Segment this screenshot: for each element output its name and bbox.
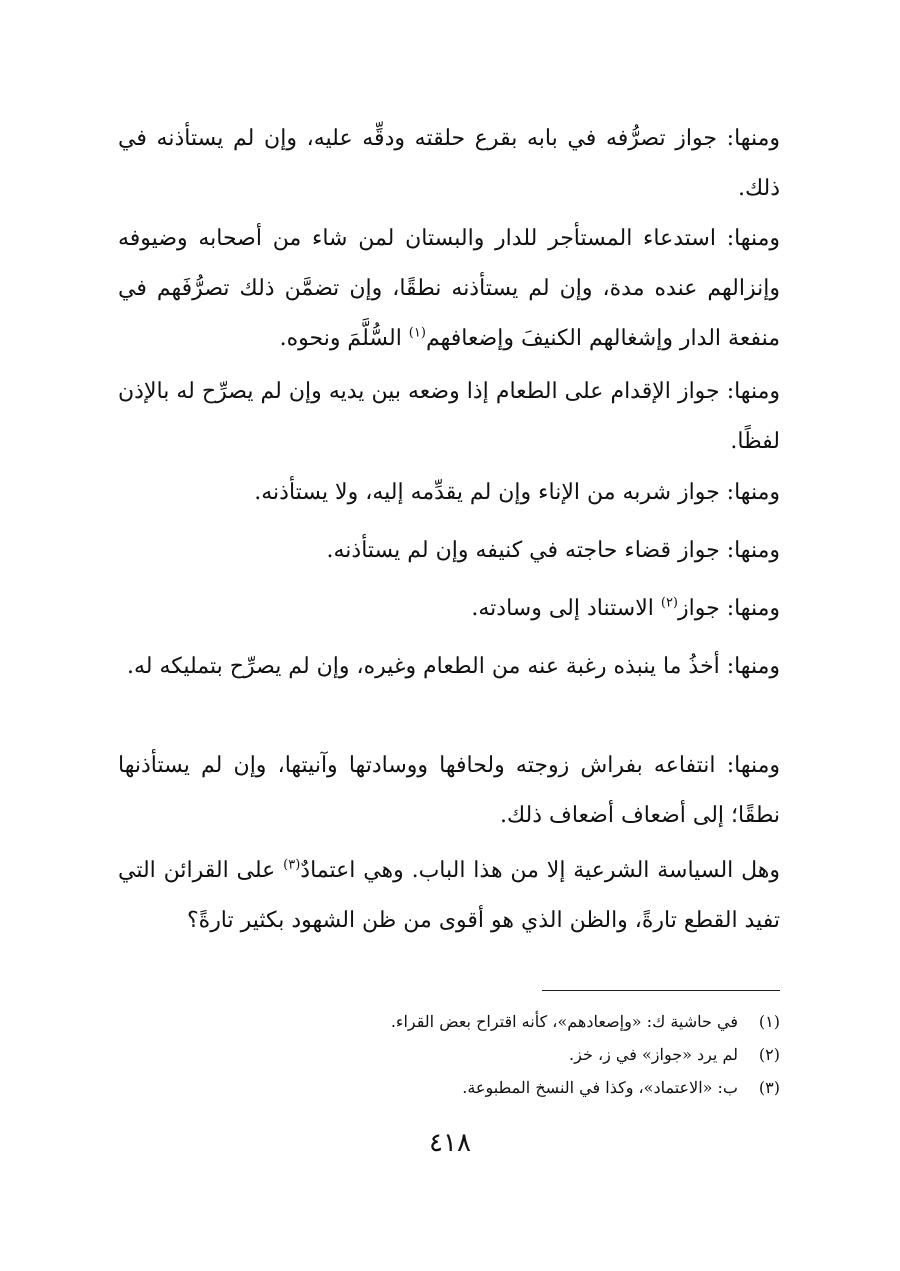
paragraph-9: وهل السياسة الشرعية إلا من هذا الباب. وهي اعتمادٌ$^{(٣)}$ على القرائن التي تفيد القطع تارةً، والظن الذي هو أقوى من ظن الشهود بكثير تارةً؟ <box>118 857 780 933</box>
paragraph-8: ومنها: انتفاعه بفراش زوجته ولحافها ووسادتها وآنيتها، وإن لم يستأذنها نطقًا؛ إلى أضعاف أضعاف ذلك. <box>118 753 781 828</box>
footnote-text: في حاشية ك: «وإصعادهم»، كأنه اقتراح بعض القراء. <box>390 1012 738 1031</box>
page-number: ٤١٨ <box>429 1128 471 1158</box>
paragraph-7: ومنها: أخذُ ما ينبذه رغبة عنه من الطعام وغيره، وإن لم يصرِّح بتمليكه له. <box>126 654 780 679</box>
paragraph-2: ومنها: استدعاء المستأجر للدار والبستان لمن شاء من أصحابه وضيوفه وإنزالهم عنده مدة، وإن لم يستأذنه نطقًا، وإن تضمَّن ذلك تصرُّفَهم في منفعة الدار وإشغالهم الكنيفَ وإضعافهم$^{(١)}$ السُّلَّمَ ونحوه. <box>118 226 780 351</box>
footnote-separator <box>542 990 780 991</box>
footnote-ref-2: (٢) <box>660 595 678 611</box>
footnote-ref-1: (١) <box>408 325 426 341</box>
footnote-number: (٢) <box>758 1045 780 1064</box>
paragraph-5: ومنها: جواز قضاء حاجته في كنيفه وإن لم يستأذنه. <box>326 538 780 563</box>
paragraph-1: ومنها: جواز تصرُّفه في بابه بقرع حلقته ودقِّه عليه، وإن لم يستأذنه في ذلك. <box>118 126 780 201</box>
footnote-2 <box>118 1038 780 1071</box>
footnote-ref-3: (٣) <box>283 857 301 873</box>
footnote-3 <box>118 1071 780 1104</box>
paragraph-3: ومنها: جواز الإقدام على الطعام إذا وضعه بين يديه وإن لم يصرِّح له بالإذن لفظًا. <box>118 379 780 454</box>
footnote-1 <box>118 1005 780 1038</box>
footnote-number: (١) <box>758 1012 780 1031</box>
footnote-number: (٣) <box>758 1078 780 1097</box>
footnotes-list <box>118 1005 780 1104</box>
paragraph-6: ومنها: جواز$^{(٢)}$ الاستناد إلى وسادته. <box>471 595 780 621</box>
footnote-text: لم يرد «جواز» في ز، خز. <box>569 1045 738 1064</box>
footnote-text: ب: «الاعتماد»، وكذا في النسخ المطبوعة. <box>462 1078 738 1097</box>
paragraph-4: ومنها: جواز شربه من الإناء وإن لم يقدِّمه إليه، ولا يستأذنه. <box>254 480 780 505</box>
